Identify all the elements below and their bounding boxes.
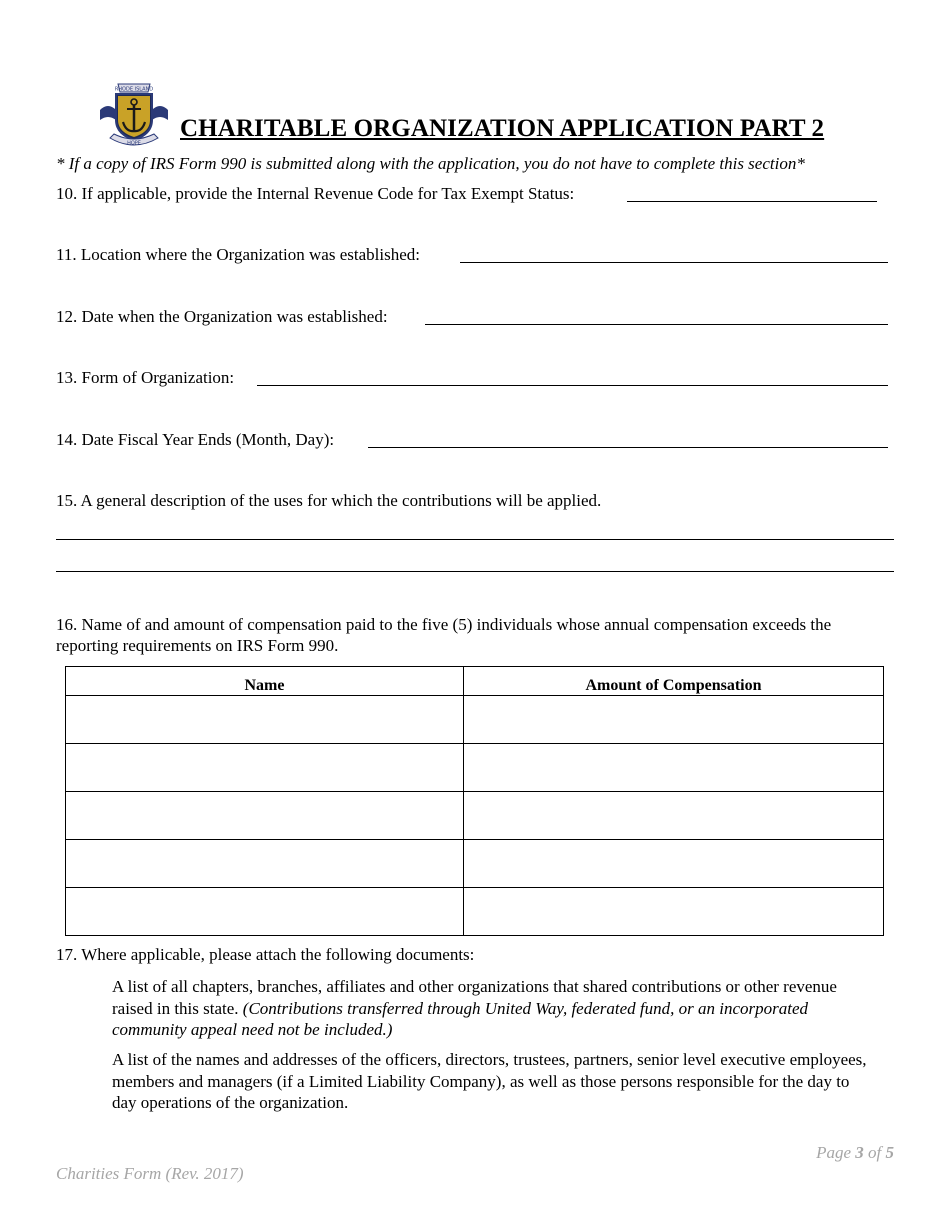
table-row [66,792,884,840]
page-title: CHARITABLE ORGANIZATION APPLICATION PART 2 [180,115,825,142]
question-13-label: 13. Form of Organization: [56,368,235,387]
uses-description-line-2[interactable] [56,571,894,572]
fiscal-year-end-field[interactable] [368,447,888,448]
question-10-label: 10. If applicable, provide the Internal Revenue Code for Tax Exempt Status: [56,184,575,203]
question-12-label: 12. Date when the Organization was established: [56,307,388,326]
question-14-label: 14. Date Fiscal Year Ends (Month, Day): [56,430,335,449]
table-header-row [66,667,884,696]
table-row [66,744,884,792]
date-established-field[interactable] [425,324,888,325]
name-cell[interactable] [66,792,464,840]
table-row [66,840,884,888]
amount-cell[interactable] [464,888,884,936]
amount-cell[interactable] [464,744,884,792]
page-number [816,1143,894,1163]
page-total: 5 [885,1143,894,1162]
form-revision: Charities Form (Rev. 2017) [56,1164,244,1183]
form-of-organization-field[interactable] [257,385,888,386]
state-seal-logo [96,80,172,150]
attachment-affiliates-note: (Contributions transferred through United Way, federated fund, or an incorporated community appeal need not be included.) [112,998,809,1039]
amount-cell[interactable] [464,840,884,888]
name-cell[interactable] [66,840,464,888]
name-cell[interactable] [66,888,464,936]
name-cell[interactable] [66,744,464,792]
tax-exempt-code-field[interactable] [627,201,877,202]
attachment-affiliates-text: A list of all chapters, branches, affiliates and other organizations that shared contributions or other revenue raised in this state. [112,977,837,1018]
compensation-table [65,666,884,936]
seal-motto-text: HOPE [127,140,141,147]
question-16-label: 16. Name of and amount of compensation paid to the five (5) individuals whose annual compensation exceeds the reporting requirements on IRS Form 990. [56,615,832,655]
table-row [66,696,884,744]
page-current: 3 [855,1143,864,1162]
amount-cell[interactable] [464,696,884,744]
name-cell[interactable] [66,696,464,744]
amount-cell[interactable] [464,792,884,840]
uses-description-line-1[interactable] [56,539,894,540]
location-established-field[interactable] [460,262,888,263]
attachment-item-affiliates [112,976,872,1041]
question-11-label: 11. Location where the Organization was established: [56,245,420,264]
table-row [66,888,884,936]
form-990-note: * If a copy of IRS Form 990 is submitted along with the application, you do not have to complete this section* [56,154,805,173]
name-column-header: Name [66,667,464,696]
attachment-item-officers: A list of the names and addresses of the officers, directors, trustees, partners, senior level executive employees, members and managers (if a Limited Liability Company), as well as those persons responsible for the day to day operations of the organization. [112,1050,867,1112]
question-15-label: 15. A general description of the uses for which the contributions will be applied. [56,491,602,510]
seal-top-text: RHODE ISLAND [114,86,154,93]
page-of: of [863,1143,886,1162]
question-17-label: 17. Where applicable, please attach the following documents: [56,945,475,964]
page-prefix: Page [816,1143,856,1162]
amount-column-header: Amount of Compensation [464,667,884,696]
